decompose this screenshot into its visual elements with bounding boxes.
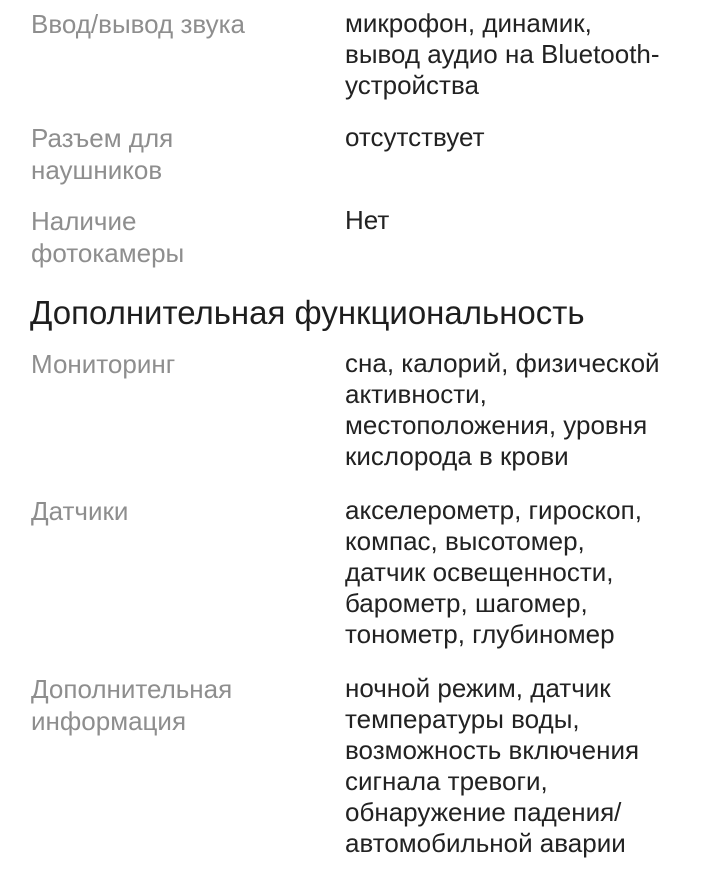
spec-label: Наличие фотокамеры [31, 206, 185, 268]
spec-value: сна, калорий, физической активности, местоположения, уровня кислорода в крови [345, 348, 660, 471]
spec-label: Дополнительная информация [31, 674, 233, 736]
spec-label: Разъем для наушников [31, 123, 174, 185]
spec-value: ночной режим, датчик температуры воды, возможность включения сигнала тревоги, обнаружение падения/ автомобильной аварии [345, 673, 640, 858]
spec-label: Мониторинг [31, 349, 176, 379]
spec-label: Датчики [31, 496, 129, 526]
section-title: Дополнительная функциональность [30, 294, 585, 331]
spec-value: акселерометр, гироскоп, компас, высотомер, датчик освещенности, барометр, шагомер, тонометр, глубиномер [345, 495, 642, 649]
spec-label: Ввод/вывод звука [31, 9, 246, 39]
spec-value: микрофон, динамик, вывод аудио на Bluetooth- устройства [345, 8, 660, 100]
spec-value: отсутствует [345, 122, 485, 152]
spec-value: Нет [345, 205, 390, 235]
